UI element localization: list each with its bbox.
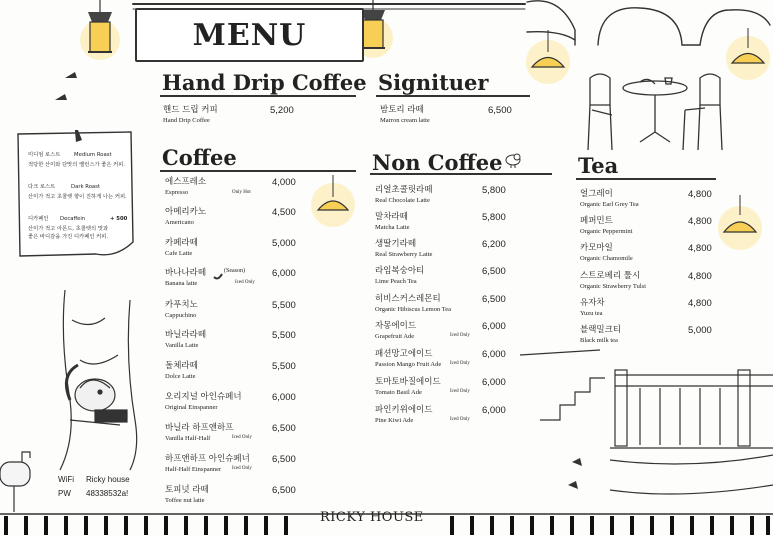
price: 6,000 — [482, 377, 506, 388]
price: 4,800 — [688, 216, 712, 227]
divider — [370, 173, 552, 175]
stairs-railing-illustration — [520, 350, 773, 494]
price: 6,500 — [272, 423, 296, 434]
dark-roast-en: Dark Roast — [71, 184, 101, 190]
medium-roast-kr: 미디엄 로스트 — [28, 152, 61, 158]
menu-item: 생딸기라떼 Real Strawberry Latte — [375, 239, 433, 258]
menu-item: 하프앤하프 아인슈페너 Half-Half Einspanner — [165, 454, 250, 473]
menu-item: 밤토리 라떼 Marron cream latte — [380, 105, 430, 124]
menu-item: 파인키위에이드 Pine Kiwi Ade — [375, 405, 433, 424]
menu-item: 아메리카노 Americano — [165, 207, 207, 226]
decaf-en: Decaffein — [60, 216, 86, 222]
note: Iced Only — [450, 389, 470, 394]
price: 6,000 — [272, 392, 296, 403]
price: 5,500 — [272, 330, 296, 341]
price: 6,500 — [482, 294, 506, 305]
price: 6,000 — [482, 321, 506, 332]
price: 5,800 — [482, 185, 506, 196]
menu-title: MENU — [135, 8, 364, 62]
menu-item: 오리지널 아인슈페너 Original Einspanner — [165, 392, 242, 411]
menu-item: 바나나라떼 Banana latte — [165, 268, 207, 287]
menu-item: 카모마일 Organic Chamomile — [580, 243, 633, 262]
footer-brand: RICKY HOUSE — [320, 510, 424, 525]
banana-icon — [213, 266, 223, 276]
wifi-pw-label: PW — [58, 489, 71, 498]
decaf-desc-2: 좋은 바디감을 가진 디카페인 커피. — [28, 234, 109, 240]
menu-item: 토피넛 라떼 Toffee nut latte — [165, 485, 209, 504]
menu-item: 토마토바질에이드 Tomato Basil Ade — [375, 377, 441, 396]
divider — [376, 95, 530, 97]
price: 4,800 — [688, 243, 712, 254]
menu-item: 블랙밀크티 Black milk tea — [580, 325, 622, 344]
price: 5,800 — [482, 212, 506, 223]
medium-roast-desc: 적당한 산미와 단맛의 밸런스가 좋은 커피. — [28, 162, 126, 168]
note: Iced Only — [450, 333, 470, 338]
pendant-lamp-icon — [311, 175, 355, 227]
price: 6,000 — [482, 405, 506, 416]
price: 5,500 — [272, 300, 296, 311]
wifi-password: 48338532a! — [86, 489, 129, 498]
menu-item: 자몽에이드 Grapefruit Ade — [375, 321, 417, 340]
lamp-icon — [80, 0, 120, 60]
menu-item: 얼그레이 Organic Earl Grey Tea — [580, 189, 639, 208]
tree-squirrel-illustration — [60, 290, 137, 470]
price: 5,200 — [270, 105, 294, 116]
price: 4,800 — [688, 298, 712, 309]
note: Iced Only — [450, 361, 470, 366]
section-title-tea: Tea — [578, 153, 619, 178]
dark-roast-kr: 다크 로스트 — [28, 184, 56, 190]
note: Iced Only — [450, 417, 470, 422]
menu-item: 카푸치노 Cappuchino — [165, 300, 198, 319]
menu-item: 바닐라라떼 Vanilla Latte — [165, 330, 207, 349]
price: 4,800 — [688, 189, 712, 200]
price: 4,500 — [272, 207, 296, 218]
divider — [576, 178, 716, 180]
section-title-non-coffee: Non Coffee — [372, 150, 503, 175]
price: 6,200 — [482, 239, 506, 250]
decaf-kr: 디카페인 — [28, 216, 49, 222]
note: Iced Only — [235, 280, 255, 285]
price: 6,000 — [482, 349, 506, 360]
price: 6,000 — [272, 268, 296, 279]
menu-item: 바닐라 하프앤하프 Vanilla Half-Half — [165, 423, 234, 442]
wifi-name: Ricky house — [86, 475, 130, 484]
menu-item: 리얼초콜릿라떼 Real Chocolate Latte — [375, 185, 433, 204]
menu-item: 돌체라떼 Dolce Latte — [165, 361, 198, 380]
wifi-label: WiFi — [58, 475, 74, 484]
menu-item: 카페라떼 Cafe Latte — [165, 238, 198, 257]
mailbox-icon — [0, 452, 30, 512]
note: Iced Only — [232, 466, 252, 471]
section-title-signature: Signituer — [378, 70, 489, 95]
price: 6,500 — [272, 454, 296, 465]
price: 5,000 — [272, 238, 296, 249]
section-title-hand-drip: Hand Drip Coffee — [162, 70, 367, 95]
price: 6,500 — [482, 266, 506, 277]
menu-item: 스트로베리 툴시 Organic Strawberry Tulsi — [580, 271, 646, 290]
menu-item: 페퍼민트 Organic Peppermint — [580, 216, 633, 235]
decaf-desc-1: 산미가 적고 아몬드, 초콜렛의 맛과 — [28, 226, 109, 232]
cafe-table-chairs-illustration — [588, 74, 722, 150]
divider — [160, 170, 356, 172]
menu-item: 유자차 Yuzu tea — [580, 298, 605, 317]
medium-roast-en: Medium Roast — [74, 152, 112, 158]
season-note: (Season) — [224, 268, 245, 274]
price: 6,500 — [488, 105, 512, 116]
menu-item: 말차라떼 Matcha Latte — [375, 212, 410, 231]
section-title-coffee: Coffee — [162, 145, 237, 170]
menu-item: 패션망고에이드 Passion Mango Fruit Ade — [375, 349, 442, 368]
bird-icon — [503, 150, 523, 168]
pendant-lamp-icon — [526, 30, 570, 84]
menu-item: 에스프레소 Espresso — [165, 177, 207, 196]
divider — [160, 95, 356, 97]
price: 5,500 — [272, 361, 296, 372]
price: 5,000 — [688, 325, 712, 336]
note: Iced Only — [232, 435, 252, 440]
decaf-price: + 500 — [110, 216, 128, 222]
dark-roast-desc: 산미가 적고 초콜렛 향이 진하게 나는 커피. — [28, 194, 127, 200]
note: Only Hot — [232, 190, 251, 195]
price: 4,800 — [688, 271, 712, 282]
bean-info-card — [16, 130, 135, 260]
menu-item: 라임복숭아티 Lime Peach Tea — [375, 266, 425, 285]
pendant-lamp-icon — [726, 28, 770, 80]
price: 6,500 — [272, 485, 296, 496]
menu-item: 핸드 드립 커피 Hand Drip Coffee — [163, 105, 218, 124]
price: 4,000 — [272, 177, 296, 188]
menu-item: 히비스커스레몬티 Organic Hibiscus Lemon Tea — [375, 294, 452, 313]
